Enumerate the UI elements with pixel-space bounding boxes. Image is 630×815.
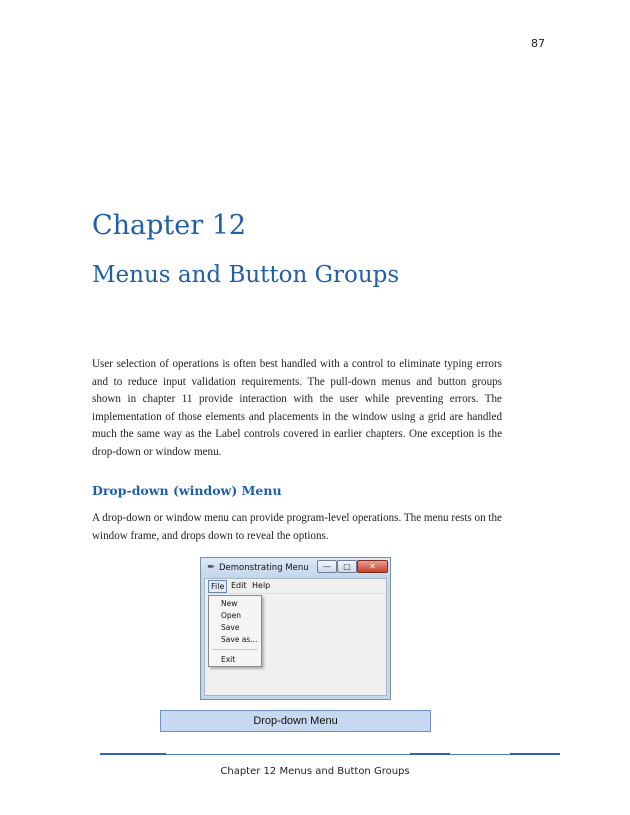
intro-paragraph: User selection of operations is often best handled with a control to eliminate typing errors and to reduce input validation requirements. The pull-down menus and button groups shown in chapter 11 provide interaction with the user while preventing errors. The implementation of those elements and placements in the window using a grid are handled much the same way as the Label controls covered in earlier chapters. One exception is the drop-down or window menu. [92, 358, 502, 458]
window-client-area [204, 578, 387, 696]
close-button: ✕ [357, 560, 388, 573]
maximize-button: □ [337, 560, 357, 573]
menubar [205, 579, 386, 594]
feather-icon: ✒ [207, 562, 216, 573]
dropdown-item-new: New [221, 599, 238, 608]
section-heading: Drop-down (window) Menu [92, 483, 282, 498]
dropdown-item-exit: Exit [221, 655, 236, 664]
chapter-label: Chapter 12 [92, 210, 247, 241]
demo-window-screenshot [200, 557, 391, 700]
page-number: 87 [531, 37, 545, 50]
window-title: Demonstrating Menu [219, 563, 309, 573]
figure-caption: Drop-down Menu [160, 710, 431, 732]
file-dropdown-menu [208, 595, 262, 667]
footer-rule [100, 754, 560, 755]
chapter-title: Menus and Button Groups [92, 262, 400, 288]
minimize-button: — [317, 560, 337, 573]
dropdown-item-save: Save [221, 623, 240, 632]
footer-rule-accent [410, 753, 450, 755]
menu-help: Help [252, 581, 271, 590]
footer-rule-accent [100, 753, 166, 755]
dropdown-separator [212, 649, 258, 650]
footer-text: Chapter 12 Menus and Button Groups [220, 766, 410, 777]
section-paragraph: A drop-down or window menu can provide program-level operations. The menu rests on the window frame, and drops down to reveal the options. [92, 512, 502, 542]
dropdown-item-open: Open [221, 611, 242, 620]
footer-rule-accent [510, 753, 560, 755]
menu-file: File [208, 580, 227, 593]
menu-edit: Edit [231, 581, 247, 590]
dropdown-item-save-as: Save as... [221, 635, 258, 644]
window-titlebar [201, 558, 390, 578]
